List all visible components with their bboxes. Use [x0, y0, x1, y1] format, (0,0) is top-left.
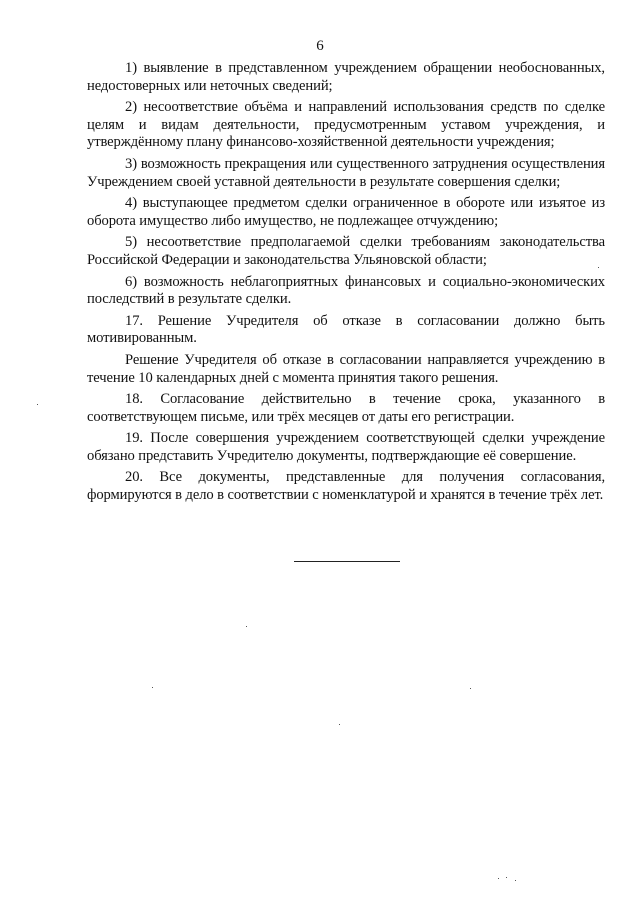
- clause-17: 17. Решение Учредителя об отказе в согласовании должно быть мотивированным.: [87, 312, 605, 347]
- list-item-5: 5) несоответствие предполагаемой сделки требованиям законодательства Российской Федерации и законодательства Ульяновской области;: [87, 234, 605, 268]
- scan-speck: [506, 877, 507, 878]
- scan-speck: [498, 878, 499, 879]
- page-number: 6: [316, 38, 324, 54]
- scan-speck: [339, 724, 340, 725]
- document-body: [87, 60, 605, 509]
- clause-20: 20. Все документы, представленные для получения согласования, формируются в дело в соответствии с номенклатурой и хранятся в течение трёх лет.: [87, 469, 605, 504]
- list-item-6: 6) возможность неблагоприятных финансовых и социально-экономических последствий в результате сделки.: [87, 273, 605, 308]
- list-item-2: 2) несоответствие объёма и направлений использования средств по сделке целям и видам деятельности, предусмотренным уставом учреждения, и утверждённому плану финансово-хозяйственной деятельности учреждения;: [87, 99, 605, 151]
- clause-18: 18. Согласование действительно в течение срока, указанного в соответствующем письме, или трёх месяцев от даты его регистрации.: [87, 391, 605, 425]
- scan-speck: [470, 688, 471, 689]
- end-separator-line: [294, 561, 400, 562]
- clause-19: 19. После совершения учреждением соответствующей сделки учреждение обязано представить Учредителю документы, подтверждающие её совершение.: [87, 430, 605, 464]
- clause-17-continuation: Решение Учредителя об отказе в согласовании направляется учреждению в течение 10 календарных дней с момента принятия такого решения.: [87, 351, 605, 386]
- scan-speck: [246, 626, 247, 627]
- scan-speck: [515, 880, 516, 881]
- scan-speck: [37, 404, 38, 405]
- scan-speck: [152, 687, 153, 688]
- list-item-1: 1) выявление в представленном учреждением обращении необоснованных, недостоверных или неточных сведений;: [87, 60, 605, 94]
- scan-speck: [598, 267, 599, 268]
- list-item-3: 3) возможность прекращения или существенного затруднения осуществления Учреждением своей уставной деятельности в результате совершения сделки;: [87, 155, 605, 190]
- list-item-4: 4) выступающее предметом сделки ограниченное в обороте или изъятое из оборота имущество либо имущество, не подлежащее отчуждению;: [87, 195, 605, 229]
